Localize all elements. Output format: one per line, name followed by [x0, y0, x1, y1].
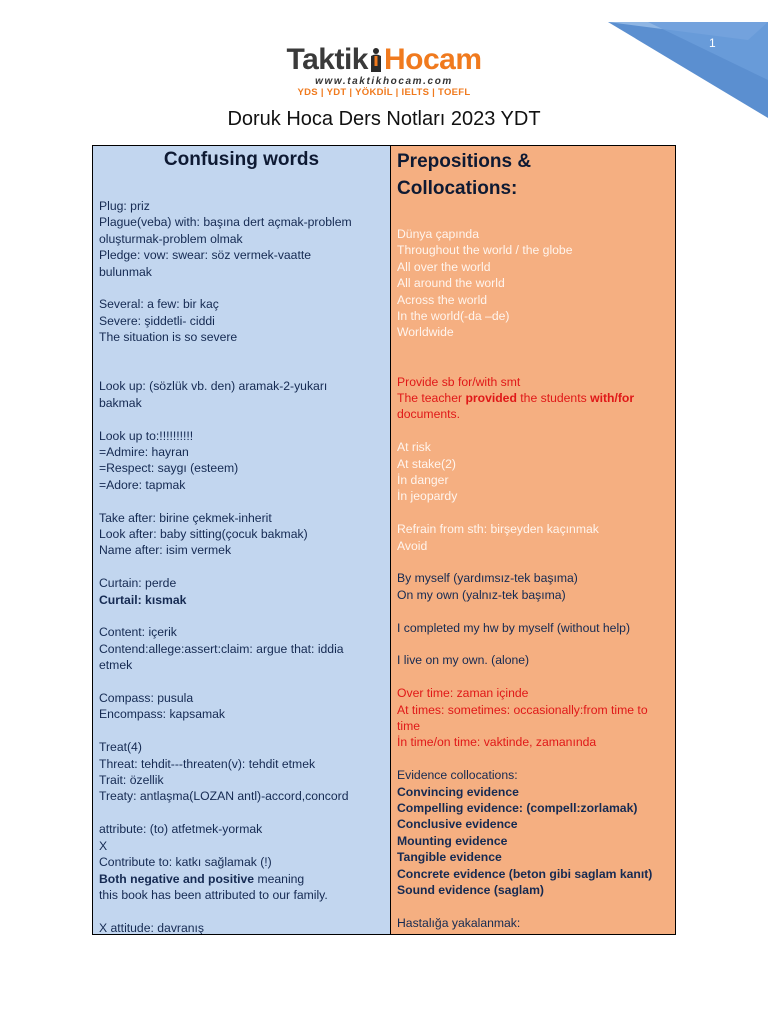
list-item: The situation is so severe: [99, 330, 238, 345]
heading-line: Collocations:: [397, 178, 518, 199]
list-item: All over the world: [397, 259, 491, 274]
list-item: Worldwide: [397, 325, 454, 340]
list-item: Take after: birine çekmek-inherit: [99, 510, 272, 525]
bold-phrase: provided: [465, 391, 517, 406]
list-item: I live on my own. (alone): [397, 653, 530, 668]
page-number: 1: [709, 36, 716, 50]
list-item: Refrain from sth: birşeyden kaçınmak: [397, 522, 599, 537]
list-item: At times: sometimes: occasionally:from time to: [397, 702, 648, 717]
prepositions-column: [391, 146, 675, 934]
list-item: Compass: pusula: [99, 691, 194, 706]
logo-brand-right: Hocam: [383, 43, 482, 76]
list-item: Plug: priz: [99, 199, 150, 213]
list-item: İn jeopardy: [397, 489, 458, 504]
list-item: All around the world: [397, 276, 505, 291]
teacher-figure-icon: [369, 47, 383, 73]
bold-phrase: Both negative and positive: [99, 871, 255, 886]
list-item: bulunmak: [99, 264, 152, 279]
list-item: this book has been attributed to our family.: [99, 887, 328, 902]
list-item: Encompass: kapsamak: [99, 707, 225, 722]
list-item: Treaty: antlaşma(LOZAN antl)-accord,concord: [99, 789, 349, 804]
heading-line: Prepositions &: [397, 151, 532, 172]
list-item: documents.: [397, 407, 461, 422]
confusing-words-column: [93, 146, 391, 934]
list-item: Mounting evidence: [397, 833, 508, 848]
list-item: Several: a few: bir kaç: [99, 297, 219, 312]
list-item: Severe: şiddetli- ciddi: [99, 313, 215, 328]
prepositions-heading: [397, 146, 669, 226]
list-item: At stake(2): [397, 456, 456, 471]
list-item: Concrete evidence (beton gibi saglam kanıt): [397, 866, 653, 881]
list-item: Treat(4): [99, 740, 142, 755]
list-item: Avoid: [397, 538, 428, 553]
list-item: [99, 871, 384, 887]
list-item: Curtail: kısmak: [99, 592, 187, 607]
list-item: Contend:allege:assert:claim: argue that: iddia: [99, 641, 344, 656]
list-item: X: [99, 838, 108, 853]
logo-brand-left: Taktik: [286, 43, 368, 76]
list-item: [397, 390, 669, 406]
list-item: Content: içerik: [99, 625, 177, 640]
plain-phrase: meaning: [254, 871, 305, 886]
list-item: Threat: tehdit---threaten(v): tehdit etmek: [99, 756, 316, 771]
list-item: =Respect: saygı (esteem): [99, 461, 239, 476]
list-item: Name after: isim vermek: [99, 543, 232, 558]
plain-phrase: The teacher: [397, 391, 466, 406]
list-item: Throughout the world / the globe: [397, 243, 573, 258]
list-item: On my own (yalnız-tek başıma): [397, 587, 566, 602]
list-item: Across the world: [397, 292, 488, 307]
list-item: Pledge: vow: swear: söz vermek-vaatte: [99, 248, 312, 263]
confusing-words-heading: Confusing words: [163, 149, 320, 170]
list-item: attribute: (to) atfetmek-yormak: [99, 822, 263, 837]
brand-logo: [278, 44, 490, 108]
list-item: =Admire: hayran: [99, 445, 189, 460]
list-item: Over time: zaman içinde: [397, 686, 529, 701]
list-item: Look up: (sözlük vb. den) aramak-2-yukarı: [99, 379, 328, 394]
list-item: By myself (yardımsız-tek başıma): [397, 571, 578, 586]
list-item: Dünya çapında: [397, 227, 479, 241]
list-item: etmek: [99, 658, 133, 673]
list-item: X attitude: davranış: [99, 920, 205, 934]
bold-phrase: with/for: [590, 391, 635, 406]
list-item: In the world(-da –de): [397, 309, 510, 324]
list-item: Plague(veba) with: başına dert açmak-problem: [99, 215, 352, 230]
list-item: oluşturmak-problem olmak: [99, 231, 243, 246]
list-item: İn danger: [397, 473, 449, 488]
list-item: At risk: [397, 440, 431, 455]
logo-exams: YDS | YDT | YÖKDİL | IELTS | TOEFL: [297, 87, 471, 98]
document-title: Doruk Hoca Ders Notları 2023 YDT: [227, 108, 541, 130]
notes-table: [92, 145, 676, 935]
list-item: Evidence collocations:: [397, 768, 518, 783]
list-item: I completed my hw by myself (without help): [397, 620, 631, 635]
list-item: Curtain: perde: [99, 576, 177, 591]
logo-url: www.taktikhocam.com: [315, 76, 453, 87]
list-item: Conclusive evidence: [397, 817, 518, 832]
list-item: Trait: özellik: [99, 773, 164, 788]
list-item: Hastalığa yakalanmak:: [397, 915, 521, 930]
list-item: bakmak: [99, 395, 142, 410]
list-item: Convincing evidence: [397, 784, 519, 799]
list-item: =Adore: tapmak: [99, 477, 186, 492]
list-item: Contribute to: katkı sağlamak (!): [99, 855, 272, 870]
list-item: time: [397, 719, 421, 734]
list-item: Tangible evidence: [397, 850, 502, 865]
list-item: Look after: baby sitting(çocuk bakmak): [99, 527, 308, 542]
list-item: Provide sb for/with smt: [397, 374, 521, 389]
list-item: Sound evidence (saglam): [397, 883, 544, 898]
plain-phrase: the students: [516, 391, 591, 406]
list-item: Compelling evidence: (compell:zorlamak): [397, 801, 638, 816]
list-item: Look up to:!!!!!!!!!!: [99, 428, 194, 443]
list-item: İn time/on time: vaktinde, zamanında: [397, 735, 597, 750]
